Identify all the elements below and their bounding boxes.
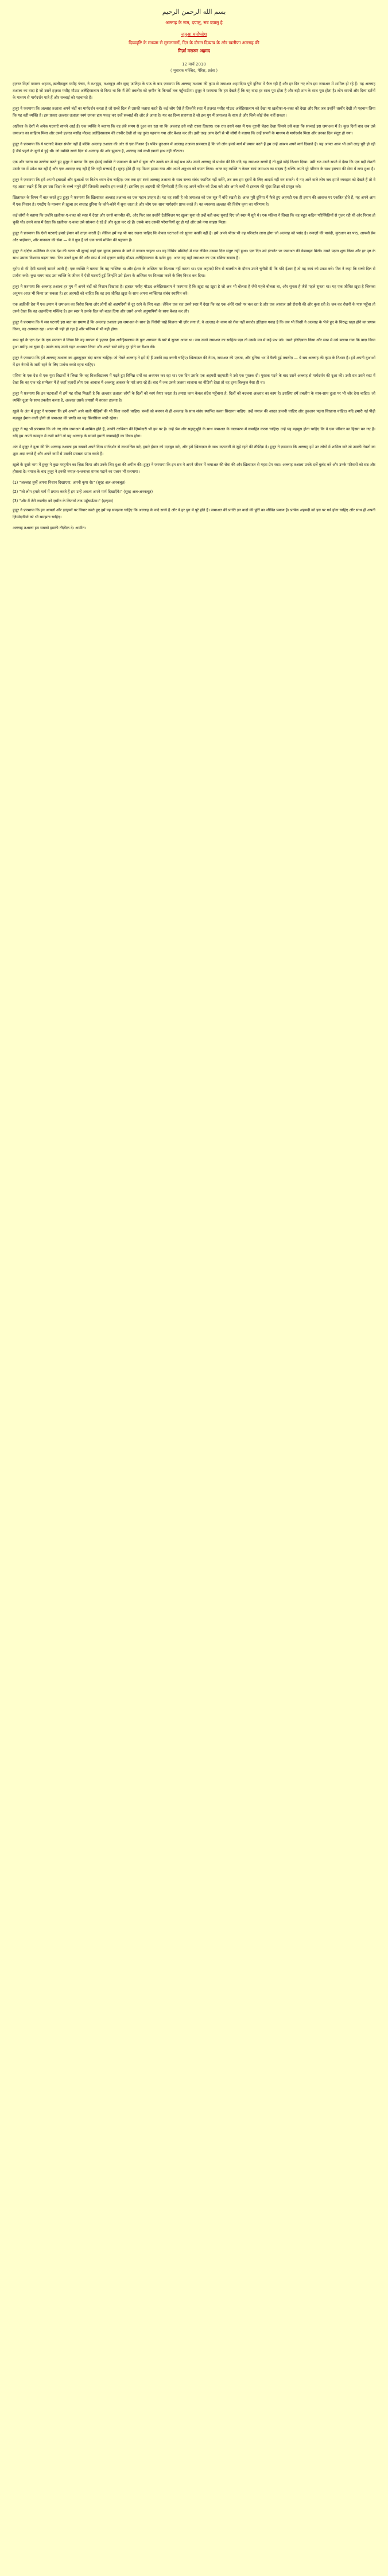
body-paragraph: हुज़ूर ने फ़रमाया कि ये सब घटनाएँ इस बात का प्रमाण हैं कि अल्लाह तआला इस जमाअत के साथ है। विरोधी चाहे कितना भी ज़ोर लगा लें, वे अल्लाह के काम को रोक नहीं सकते। इतिहास गवाह है कि जब भी किसी ने अल्लाह के भेजे हुए के विरुद्ध खड़ा होने का प्रयास किया, वह असफल रहा। आज भी यही हो रहा है और भविष्य में भी यही होगा।	[13, 320, 375, 331]
quoted-verse: (1) "अल्लाह तुम्हें अपना निशान दिखाएगा, अपनी कृपा से।" (सूरह अल-अनकबूत)	[13, 480, 126, 485]
body-paragraph: यूरोप से भी ऐसी घटनाएँ सामने आती हैं। एक व्यक्ति ने बताया कि वह नास्तिक था और ईश्वर के अस्तित्व पर विश्वास नहीं करता था। एक अहमदी मित्र से बातचीत के दौरान उसने चुनौती दी कि यदि ईश्वर है तो वह स्वयं को प्रकट करे। मित्र ने कहा कि सच्चे दिल से प्रार्थना करो। कुछ समय बाद उस व्यक्ति के जीवन में ऐसी घटनाएँ हुईं जिन्होंने उसे ईश्वर के अस्तित्व पर विश्वास करने के लिए विवश कर दिया।	[13, 267, 375, 278]
body-paragraph: हुज़ूर ने फ़रमाया कि ये घटनाएँ केवल संयोग नहीं हैं बल्कि अल्लाह तआला की ओर से एक निशान हैं। पवित्र क़ुरआन में अल्लाह तआला फ़रमाता है कि जो लोग हमारे मार्ग में प्रयास करते हैं हम उन्हें अवश्य अपने मार्ग दिखाते हैं। यह आयत आज भी उसी तरह पूरी हो रही है जैसे पहले के युगों में हुई थी। जो व्यक्ति सच्चे दिल से अल्लाह की ओर झुकता है, अल्लाह उसे कभी ख़ाली हाथ नहीं लौटाता।	[13, 142, 375, 153]
bismillah-heading: بسم الله الرحمن الرحيم	[162, 8, 226, 16]
body-paragraph: ख़ुत्बे के दूसरे भाग में हुज़ूर ने कुछ मरहूमीन का ज़िक्र किया और उनके लिए दुआ की अपील की। हुज़ूर ने फ़रमाया कि इन सब ने अपने जीवन में जमाअत की सेवा की और ख़िलाफ़त से गहरा प्रेम रखा। अल्लाह तआला उनके दर्जे बुलंद करे और उनके परिवारों को सब्र और हौसला दे। नमाज़ के बाद हुज़ूर ने इनकी नमाज़-ए-जनाज़ा ग़ायब पढ़ाने का एलान भी फ़रमाया।	[13, 462, 375, 474]
body-paragraph: हुज़ूर ने फ़रमाया कि हमें अल्लाह तआला का शुक्रगुज़ार बंदा बनना चाहिए। जो नेमतें अल्लाह ने हमें दी हैं उनकी क़द्र करनी चाहिए। ख़िलाफ़त की नेमत, जमाअत की एकता, और दुनिया भर में फैली हुई तबलीग़ — ये सब अल्लाह की कृपा के निशान हैं। हमें अपनी दुआओं में इन नेमतों के जारी रहने के लिए प्रार्थना करते रहना चाहिए।	[13, 356, 375, 367]
body-paragraph: ख़िलाफ़त के विषय में बात करते हुए हुज़ूर ने फ़रमाया कि ख़िलाफ़त अल्लाह तआला का एक महान उपहार है। यह वह रस्सी है जो जमाअत को एक सूत्र में बाँधे रखती है। आज पूरी दुनिया में फैले हुए अहमदी एक ही इमाम की आवाज़ पर एकत्रित होते हैं, यह अपने आप में एक निशान है। एमटीए के माध्यम से ख़ुत्बा हर सप्ताह दुनिया के कोने-कोने में सुना जाता है और लोग एक साथ मार्गदर्शन प्राप्त करते हैं। यह व्यवस्था अल्लाह की विशेष कृपा का परिणाम है।	[13, 195, 375, 207]
body-paragraph: हुज़ूर ने फ़रमाया कि ऐसी घटनाएँ हमारे ईमान को ताज़ा करती हैं। लेकिन हमें यह भी याद रखना चाहिए कि केवल घटनाओं को सुनना काफ़ी नहीं है। हमें अपने भीतर भी वह परिवर्तन लाना होगा जो अल्लाह को पसंद है। नमाज़ों की पाबंदी, क़ुरआन का पाठ, आपसी प्रेम और भाईचारा, और मानवता की सेवा — ये वे गुण हैं जो एक सच्चे मोमिन की पहचान हैं।	[13, 231, 375, 242]
body-paragraph: अफ़्रीका के देशों से अनेक घटनाएँ सामने आई हैं। एक व्यक्ति ने बताया कि वह लंबे समय से दुआ कर रहा था कि अल्लाह उसे सही रास्ता दिखाए। एक रात उसने स्वप्न में एक नूरानी चेहरा देखा जिसने उसे कहा कि सच्चाई इस जमाअत में है। कुछ दिनों बाद जब उसे जमाअत का साहित्य मिला और उसने हज़रत मसीह मौऊद अलैहिस्सलाम की तस्वीर देखी तो वह तुरंत पहचान गया और बैअत कर ली। इसी तरह अन्य देशों से भी लोगों ने बताया कि उन्हें सपनों के माध्यम से मार्गदर्शन मिला और उनका दिल संतुष्ट हो गया।	[13, 124, 375, 136]
sermon-date: 12 मार्च 2010	[182, 62, 206, 67]
body-paragraph: एक और घटना का उल्लेख करते हुए हुज़ूर ने बताया कि एक ईसाई व्यक्ति ने जमाअत के बारे में सुना और उसके मन में कई प्रश्न उठे। उसने अल्लाह से प्रार्थना की कि यदि यह जमाअत सच्ची है तो मुझे कोई निशान दिखा। उसी रात उसने सपने में देखा कि एक बड़ी रोशनी उसके घर में प्रवेश कर रही है और एक आवाज़ कह रही है कि यही सच्चाई है। सुबह होते ही वह मिशन हाउस गया और अपने अनुभव को बयान किया। आज वह व्यक्ति न केवल स्वयं जमाअत का सदस्य है बल्कि अपने पूरे परिवार के साथ इस्लाम की सेवा में लगा हुआ है।	[13, 160, 375, 171]
body-paragraph: हुज़ूर ने यह भी फ़रमाया कि जो नए लोग जमाअत में शामिल होते हैं, उनकी तरबियत की ज़िम्मेदारी भी हम पर है। उन्हें प्रेम और सहानुभूति के साथ जमाअत के वातावरण में समाहित करना चाहिए। उन्हें यह महसूस होना चाहिए कि वे एक परिवार का हिस्सा बन गए हैं। यदि हम अपने व्यवहार में कमी करेंगे तो यह अल्लाह के सामने हमारी जवाबदेही का विषय होगा।	[13, 427, 375, 438]
speaker-name: मिर्ज़ा मसरूर अहमद	[178, 48, 210, 53]
body-paragraph: एशिया के एक देश से एक युवा विद्यार्थी ने लिखा कि वह विश्वविद्यालय में पढ़ते हुए विभिन्न धर्मों का अध्ययन कर रहा था। एक दिन उसके एक अहमदी सहपाठी ने उसे एक पुस्तक दी। पुस्तक पढ़ने के बाद उसने अल्लाह से मार्गदर्शन की दुआ की। उसी रात उसने स्वप्न में देखा कि वह एक बड़े सम्मेलन में है जहाँ हज़ारों लोग एक आवाज़ में अल्लाहु अकबर के नारे लगा रहे हैं। बाद में जब उसने जलसा सालाना का वीडियो देखा तो वह दृश्य बिल्कुल वैसा ही था।	[13, 373, 375, 385]
quoted-verse: (2) "जो लोग हमारे मार्ग में प्रयास करते हैं हम उन्हें अवश्य अपने मार्ग दिखाएँगे।" (सूरह अल-अनकबूत)	[13, 489, 153, 494]
quoted-verse: (3) "और मैं तेरी तबलीग़ को ज़मीन के किनारों तक पहुँचाऊँगा।" (इल्हाम)	[13, 499, 114, 503]
body-paragraph: हुज़ूर ने दक्षिण अमेरिका के एक देश की घटना भी सुनाई जहाँ एक युवक इस्लाम के बारे में जानना चाहता था। वह विभिन्न मस्जिदों में गया लेकिन उसका दिल संतुष्ट नहीं हुआ। एक दिन उसे इंटरनेट पर जमाअत की वेबसाइट मिली। उसने पढ़ना शुरू किया और हर पृष्ठ के साथ उसका विश्वास बढ़ता गया। फिर उसने दुआ की और स्वप्न में उसे हज़रत मसीह मौऊद अलैहिस्सलाम के दर्शन हुए। आज वह वहाँ जमाअत का एक सक्रिय सदस्य है।	[13, 249, 375, 260]
sermon-location: ( मुबारक मस्जिद, पेरिस, फ्रांस )	[170, 68, 218, 73]
body-paragraph: हुज़ूर ने फ़रमाया कि अल्लाह तआला अपने बंदों का मार्गदर्शन करता है जो सच्चे दिल से उसकी तलाश करते हैं। कई लोग ऐसे हैं जिन्होंने स्वप्न में हज़रत मसीह मौऊद अलैहिस्सलाम को देखा या ख़लीफ़ा-ए-वक़्त को देखा और फिर जब उन्होंने तस्वीर देखी तो पहचान लिया कि यह वही व्यक्ति है। इस प्रकार अल्लाह तआला स्वयं उनका हाथ पकड़ कर उन्हें सच्चाई की ओर ले आता है। यह वह दिव्य सहायता है जो इस युग में जमाअत के साथ है और जिसे कोई रोक नहीं सकता।	[13, 106, 375, 118]
closing-prayer: अल्लाह तआला हम सबको इसकी तौफ़ीक़ दे। आमीन।	[13, 526, 86, 530]
body-paragraph: हज़रत मिर्ज़ा मसरूर अहमद, ख़लीफ़तुल मसीह पंचम, ने तशह्हुद, तअव्वुज़ और सूरह फ़ातिहा के पाठ के बाद फ़रमाया कि अल्लाह तआला की कृपा से जमाअत अहमदिया पूरी दुनिया में फैल रही है और हर दिन नए लोग इस जमाअत में शामिल हो रहे हैं। यह अल्लाह तआला का वादा है जो उसने हज़रत मसीह मौऊद अलैहिस्सलाम से किया था कि मैं तेरी तबलीग़ को ज़मीन के किनारों तक पहुँचाऊँगा। हुज़ूर ने फ़रमाया कि हम देखते हैं कि यह वादा हर साल पूरा होता है और बड़ी शान के साथ पूरा होता है। लोग सपनों और दिव्य दर्शनों के माध्यम से मार्गदर्शन पाते हैं और सच्चाई को पहचानते हैं।	[13, 82, 375, 100]
body-paragraph: मध्य पूर्व के एक देश के एक सज्जन ने लिखा कि वह बचपन से हज़रत ईसा अलैहिस्सलाम के पुनः आगमन के बारे में सुनता आया था। जब उसने जमाअत का साहित्य पढ़ा तो उसके मन में कई प्रश्न उठे। उसने इस्तिख़ारा किया और स्वप्न में उसे बताया गया कि वादा किया हुआ मसीह आ चुका है। उसके बाद उसने गहन अध्ययन किया और अपने सारे संदेह दूर होने पर बैअत की।	[13, 338, 375, 349]
body-paragraph: हुज़ूर ने फ़रमाया कि हमें अपनी इबादतों और दुआओं पर विशेष ध्यान देना चाहिए। जब तक हम स्वयं अल्लाह तआला के साथ सच्चा संबंध स्थापित नहीं करेंगे, तब तक हम दूसरों के लिए आदर्श नहीं बन सकते। ये नए आने वाले लोग जब हमारे व्यवहार को देखते हैं तो वे यह आशा रखते हैं कि हम उस शिक्षा के सच्चे नमूने होंगे जिसकी तबलीग़ हम करते हैं। इसलिए हर अहमदी की ज़िम्मेदारी है कि वह अपने चरित्र को ऊँचा करे और अपने कर्मों से इस्लाम की सुंदर शिक्षा को प्रस्तुत करे।	[13, 178, 375, 189]
opening-invocation: अल्लाह के नाम, दयालु, सब दयालु है	[165, 20, 223, 25]
sermon-title: दिव्यदृष्टि के माध्यम से मुसलमानों, दिन के दौरान दिव्यत्व के और खलीफा अल्लाह की	[129, 40, 259, 45]
body-paragraph: हुज़ूर ने फ़रमाया कि इन घटनाओं से हमें यह सीख मिलती है कि अल्लाह तआला लोगों के दिलों को स्वयं तैयार करता है। हमारा काम केवल संदेश पहुँचाना है, दिलों को बदलना अल्लाह का काम है। इसलिए हमें तबलीग़ के साथ-साथ दुआ पर भी ज़ोर देना चाहिए। जो व्यक्ति दुआ के साथ तबलीग़ करता है, अल्लाह उसके प्रयासों में बरकत डालता है।	[13, 391, 375, 403]
sermon-label: जुमुआ धर्मोपदेश	[181, 32, 207, 37]
body-paragraph: कई लोगों ने बताया कि उन्होंने ख़लीफ़ा-ए-वक़्त को स्वप्न में देखा और उनसे बातचीत की, और फिर जब उन्होंने टेलीविज़न पर ख़ुत्बा सुना तो उन्हें वही शब्द सुनाई दिए जो स्वप्न में सुने थे। एक महिला ने लिखा कि वह बहुत कठिन परिस्थितियों से गुज़र रही थी और निराश हो चुकी थी। उसने स्वप्न में देखा कि ख़लीफ़ा-ए-वक़्त उसे सांत्वना दे रहे हैं और दुआ कर रहे हैं। उसके बाद उसकी परेशानियाँ दूर हो गईं और उसे नया साहस मिला।	[13, 213, 375, 225]
sermon-body	[13, 80, 375, 531]
body-paragraph: ख़ुत्बे के अंत में हुज़ूर ने फ़रमाया कि हमें अपनी आने वाली पीढ़ियों की भी चिंता करनी चाहिए। बच्चों को बचपन से ही अल्लाह के साथ संबंध स्थापित करना सिखाना चाहिए। उन्हें नमाज़ की आदत डालनी चाहिए और क़ुरआन पढ़ना सिखाना चाहिए। यदि हमारी नई पीढ़ी मज़बूत ईमान वाली होगी तो जमाअत की प्रगति का यह सिलसिला जारी रहेगा।	[13, 409, 375, 421]
closing-paragraph: हुज़ूर ने फ़रमाया कि इन आयतों और इल्हामों पर विचार करते हुए हमें यह समझना चाहिए कि अल्लाह के वादे सच्चे हैं और वे हर युग में पूरे होते हैं। जमाअत की प्रगति इन वादों की पूर्ति का जीवित प्रमाण है। प्रत्येक अहमदी को इस पर गर्व होना चाहिए और साथ ही अपनी ज़िम्मेदारियों को भी समझना चाहिए।	[13, 508, 375, 519]
body-paragraph: अंत में हुज़ूर ने दुआ की कि अल्लाह तआला हम सबको अपने दिव्य मार्गदर्शन से लाभान्वित करे, हमारे ईमान को मज़बूत करे, और हमें ख़िलाफ़त के साथ वफ़ादारी से जुड़े रहने की तौफ़ीक़ दे। हुज़ूर ने फ़रमाया कि अल्लाह हमें उन लोगों में शामिल करे जो उसकी नेमतों का शुक्र अदा करते हैं और अपने कर्मों से उसकी प्रसन्नता प्राप्त करते हैं।	[13, 445, 375, 456]
body-paragraph: हुज़ूर ने फ़रमाया कि अल्लाह तआला हर युग में अपने बंदों को निशान दिखाता है। हज़रत मसीह मौऊद अलैहिस्सलाम ने फ़रमाया है कि ख़ुदा वह ख़ुदा है जो अब भी बोलता है जैसे पहले बोलता था, और सुनता है जैसे पहले सुनता था। यह एक जीवित ख़ुदा है जिसका अनुभव आज भी किया जा सकता है। हर अहमदी को चाहिए कि वह इस जीवित ख़ुदा के साथ अपना व्यक्तिगत संबंध स्थापित करे।	[13, 284, 376, 296]
body-paragraph: एक अफ़्रीकी देश में एक इमाम ने जमाअत का विरोध किया और लोगों को अहमदियों से दूर रहने के लिए कहा। लेकिन एक रात उसने स्वप्न में देखा कि वह एक अंधेरे रास्ते पर चल रहा है और एक आवाज़ उसे रोशनी की ओर बुला रही है। जब वह रोशनी के पास पहुँचा तो उसने देखा कि वह अहमदिया मस्जिद है। इस स्वप्न ने उसके दिल को बदल दिया और उसने अपने अनुयायियों के साथ बैअत कर ली।	[13, 302, 375, 314]
